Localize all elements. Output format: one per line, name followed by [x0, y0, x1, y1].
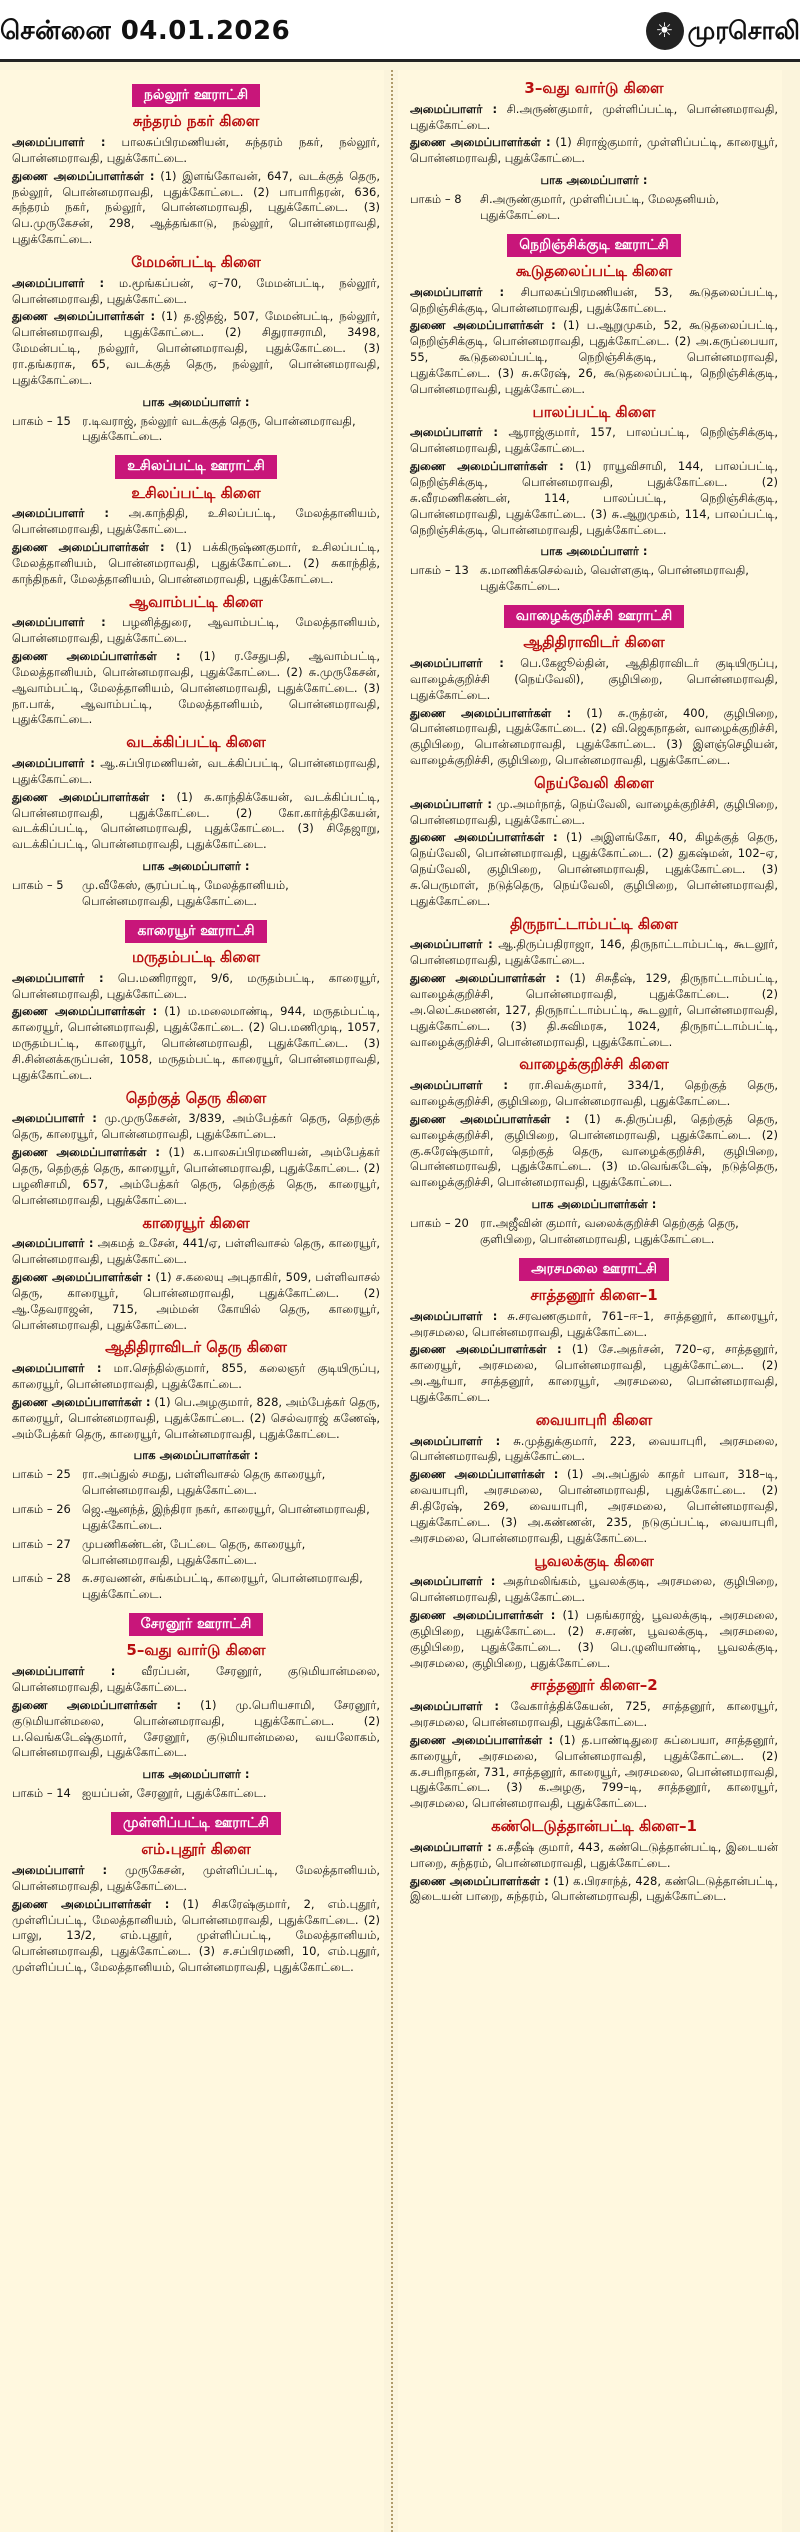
member-entry — [12, 169, 380, 248]
role-label: அமைப்பாளர் : — [410, 1433, 501, 1448]
paper-brand — [646, 12, 800, 50]
member-entry — [12, 506, 380, 538]
member-entry — [410, 285, 778, 317]
member-details: க.சதீஷ் குமார், 443, கண்டெடுத்தான்பட்டி, இடையன் பாறை, சுந்தரம், பொன்னமராவதி, புதுக்கோட்டை. — [410, 1839, 779, 1870]
role-label: அமைப்பாளர் : — [410, 1574, 496, 1589]
booth-details: ர.டிவராஜ், நல்லூர் வடக்குத் தெரு, பொன்னமராவதி, புதுக்கோட்டை. — [82, 413, 356, 444]
member-entry — [12, 1897, 380, 1976]
booth-number: பாகம் – 27 — [12, 1536, 71, 1551]
member-entry — [12, 1111, 380, 1143]
member-entry — [12, 135, 380, 167]
branch-heading: காரையூர் கிளை — [142, 1213, 250, 1232]
role-label: துணை அமைப்பாளர்கள் : — [12, 789, 166, 804]
member-entry — [12, 1664, 380, 1696]
member-entry — [410, 706, 778, 769]
panchayat-heading — [410, 605, 778, 628]
branch-heading: நெய்வேலி கிளை — [534, 774, 654, 793]
member-entry — [410, 318, 778, 397]
column-divider — [391, 70, 393, 2532]
role-label: அமைப்பாளர் : — [410, 425, 498, 440]
member-details: ரா.சிவக்குமார், 334/1, தெற்குத் தெரு, வாழைக்குறிச்சி, குழிபிறை, பொன்னமராவதி, புதுக்கோட்டை. — [410, 1078, 779, 1108]
booth-entry — [12, 1537, 380, 1569]
role-label: அமைப்பாளர் : — [12, 1361, 102, 1376]
member-details: (1) ச.கலையு அபுதாகிர், 509, பள்ளிவாசல் தெரு, காரையூர், பொன்னமராவதி, புதுக்கோட்டை. (2) ஆ.தேவராஜன், 715, அம்மன் கோயில் தெரு, காரையூர், பொன்னமராவதி, புதுக்கோட்டை. — [12, 1269, 380, 1332]
panchayat-heading — [410, 1258, 778, 1281]
role-label: துணை அமைப்பாளர்கள் : — [12, 168, 155, 183]
booth-entry — [12, 1502, 380, 1534]
role-label: அமைப்பாளர் : — [12, 506, 109, 521]
panchayat-title: வாழைக்குறிச்சி ஊராட்சி — [504, 605, 684, 628]
member-entry — [410, 102, 778, 134]
member-details: அ.காந்திதி, உசிலப்பட்டி, மேலத்தானியம், பொன்னமராவதி, புதுக்கோட்டை. — [12, 506, 381, 537]
role-label: அமைப்பாளர் : — [410, 1078, 508, 1093]
branch-heading: வாழைக்குறிச்சி கிளை — [519, 1055, 669, 1074]
role-label: துணை அமைப்பாளர்கள் : — [410, 1342, 562, 1357]
member-entry — [12, 756, 380, 788]
role-label: துணை அமைப்பாளர்கள் : — [410, 705, 572, 720]
role-label: அமைப்பாளர் : — [12, 1236, 94, 1251]
member-entry — [410, 1574, 778, 1606]
panchayat-heading — [12, 84, 380, 107]
role-label: துணை அமைப்பாளர்கள் : — [12, 1145, 160, 1160]
role-label: அமைப்பாளர் : — [12, 1664, 116, 1679]
member-details: பாலசுப்பிரமணியன், சுந்தரம் நகர், நல்லூர், பொன்னமராவதி, புதுக்கோட்டை. — [12, 135, 381, 165]
right-column — [398, 70, 782, 2532]
booth-number: பாகம் – 13 — [410, 563, 469, 578]
member-entry — [410, 425, 778, 457]
panchayat-heading — [12, 920, 380, 943]
role-label: அமைப்பாளர் : — [410, 1699, 499, 1714]
member-entry — [12, 309, 380, 388]
role-label: அமைப்பாளர் : — [12, 135, 106, 149]
role-label: அமைப்பாளர் : — [410, 1839, 492, 1854]
member-details: (1) க.பாலசுப்பிரமணியன், அம்பேத்கர் தெரு, தெற்குத் தெரு, காரையூர், பொன்னமராவதி, புதுக்கோட்டை. (2) பழனிசாமி, 657, அம்பேத்கர் தெரு, தெற்குத் தெரு, காரையூர், பொன்னமராவதி, புதுக்கோட்டை. — [12, 1145, 380, 1207]
member-entry — [410, 1467, 778, 1546]
member-details: ம.மூங்கப்பன், ஏ–70, மேமன்பட்டி, நல்லூர், பொன்னமராவதி, புதுக்கோட்டை. — [12, 275, 381, 306]
booth-details: ஜெ.ஆனந்த், இந்திரா நகர், காரையூர், பொன்னமராவதி, புதுக்கோட்டை. — [82, 1501, 370, 1532]
panchayat-title: முள்ளிப்பட்டி ஊராட்சி — [111, 1812, 281, 1835]
role-label: துணை அமைப்பாளர்கள் : — [410, 459, 564, 474]
booth-details: சு.சரவணன், சங்கம்பட்டி, காரையூர், பொன்னமராவதி, புதுக்கோட்டை. — [82, 1571, 363, 1602]
member-entry — [410, 830, 778, 909]
branch-heading: உசிலப்பட்டி கிளை — [131, 483, 261, 502]
booth-number: பாகம் – 14 — [12, 1786, 71, 1801]
booth-entry — [12, 878, 380, 910]
member-entry — [12, 1698, 380, 1761]
panchayat-title: காரையூர் ஊராட்சி — [125, 920, 266, 943]
member-entry — [410, 1342, 778, 1405]
branch-heading: பாலப்பட்டி கிளை — [532, 402, 656, 421]
branch-heading: ஆதிதிராவிடர் கிளை — [523, 633, 665, 652]
member-entry — [410, 1699, 778, 1731]
article-body — [0, 70, 800, 2532]
member-entry — [12, 276, 380, 308]
role-label: அமைப்பாளர் : — [410, 101, 498, 116]
member-details: பழனித்துரை, ஆவாம்பட்டி, மேலத்தானியம், பொன்னமராவதி, புதுக்கோட்டை. — [12, 615, 381, 646]
member-entry — [12, 1236, 380, 1268]
role-label: துணை அமைப்பாளர்கள் : — [410, 1873, 549, 1888]
member-entry — [12, 1361, 380, 1393]
booth-details: ரா.அஜீவின் குமார், வலைக்குறிச்சி தெற்குத் தெரு, குளிபிறை, பொன்னமராவதி, புதுக்கோட்டை. — [480, 1215, 739, 1246]
panchayat-title: உசிலப்பட்டி ஊராட்சி — [115, 455, 277, 478]
booth-details: ரா.அப்துல் சமது, பள்ளிவாசல் தெரு காரையூர், பொன்னமராவதி, புதுக்கோட்டை. — [82, 1467, 326, 1498]
branch-heading: கூடுதலைப்பட்டி கிளை — [515, 262, 673, 281]
member-details: ஆ.திருப்பதிராஜா, 146, திருநாட்டாம்பட்டி, கூடலூர், பொன்னமராவதி, புதுக்கோட்டை. — [410, 937, 778, 968]
booth-heading: பாக அமைப்பாளர் : — [142, 1767, 250, 1782]
role-label: அமைப்பாளர் : — [410, 796, 492, 811]
branch-heading: வடக்கிப்பட்டி கிளை — [126, 733, 266, 752]
booth-details: ஐயப்பன், சேரனூர், புதுக்கோட்டை. — [82, 1786, 267, 1801]
booth-entry — [410, 563, 778, 595]
member-entry — [410, 1840, 778, 1872]
role-label: துணை அமைப்பாளர்கள் : — [12, 649, 181, 663]
member-details: அதர்மலிங்கம், பூவலக்குடி, அரசமலை, குழிபிறை, பொன்னமராவதி, புதுக்கோட்டை. — [410, 1574, 778, 1605]
masthead — [0, 0, 800, 62]
member-details: (1) த.ஜிதஜ், 507, மேமன்பட்டி, நல்லூர், பொன்னமராவதி, புதுக்கோட்டை. (2) சிதுராசராமி, 3498, மேமன்பட்டி, நல்லூர், பொன்னமராவதி, புதுக்கோட்டை. (3) ரா.தங்கராசு, 65, வடக்குத் தெரு, நல்லூர், பொன்னமராவதி, புதுக்கோட்டை. — [12, 309, 380, 387]
branch-heading: திருநாட்டாம்பட்டி கிளை — [510, 914, 678, 933]
member-entry — [410, 135, 778, 167]
member-details: பெ.மணிராஜா, 9/6, மருதம்பட்டி, காரையூர், பொன்னமராவதி, புதுக்கோட்டை. — [12, 970, 381, 1001]
member-details: (1) க.பிரசாந்த், 428, கண்டெடுத்தான்பட்டி, இடையன் பாறை, சுந்தரம், பொன்னமராவதி, புதுக்கோட்டை. — [410, 1873, 778, 1904]
booth-entry — [12, 1467, 380, 1499]
member-entry — [410, 1309, 778, 1341]
panchayat-title: அரசமலை ஊராட்சி — [519, 1258, 669, 1281]
member-entry — [12, 790, 380, 853]
member-entry — [410, 971, 778, 1050]
branch-heading: ஆதிதிராவிடர் தெரு கிளை — [105, 1338, 287, 1357]
member-entry — [410, 1434, 778, 1466]
branch-heading: சாத்தனூர் கிளை–2 — [530, 1676, 658, 1695]
member-details: முருகேசன், முள்ளிப்பட்டி, மேலத்தானியம், பொன்னமராவதி, புதுக்கோட்டை. — [12, 1863, 381, 1893]
member-details: (1) இளங்கோவன், 647, வடக்குத் தெரு, நல்லூர், பொன்னமராவதி, புதுக்கோட்டை. (2) பாபாரிதரன், 636, சுந்தரம் நகர், நல்லூர், பொன்னமராவதி, புதுக்கோட்டை. (3) பெ.முருகேசன், 298, ஆத்தங்காடு, நல்லூர், பொன்னமராவதி, புதுக்கோட்டை. — [12, 168, 380, 247]
member-details: (1) சு.காந்திக்கேயன், வடக்கிப்பட்டி, பொன்னமராவதி, புதுக்கோட்டை. (2) கோ.கார்த்திகேயன், வடக்கிப்பட்டி, பொன்னமராவதி, புதுக்கோட்டை. (3) சிதேஜாறு, வடக்கிப்பட்டி, பொன்னமராவதி, புதுக்கோட்டை. — [12, 789, 381, 852]
member-details: (1) ர.சேதுபதி, ஆவாம்பட்டி, மேலத்தானியம், பொன்னமராவதி, புதுக்கோட்டை. (2) சு.முருகேசன், ஆவாம்பட்டி, மேலத்தானியம், பொன்னமராவதி, புதுக்கோட்டை. (3) நா.பாக், ஆவாம்பட்டி, மேலத்தானியம், பொன்னமராவதி, புதுக்கோட்டை. — [12, 649, 381, 727]
panchayat-title: நெறிஞ்சிக்குடி ஊராட்சி — [507, 234, 681, 257]
panchayat-title: சேரனூர் ஊராட்சி — [129, 1613, 264, 1636]
branch-heading: பூவலக்குடி கிளை — [534, 1551, 654, 1570]
role-label: துணை அமைப்பாளர்கள் : — [410, 830, 558, 845]
booth-heading: பாக அமைப்பாளர் : — [142, 394, 250, 409]
member-details: (1) ராயூவிசாமி, 144, பாலப்பட்டி, நெறிஞ்சிக்குடி, பொன்னமராவதி, புதுக்கோட்டை. (2) சு.வீரமணிகண்டன், 114, பாலப்பட்டி, நெறிஞ்சிக்குடி, பொன்னமராவதி, புதுக்கோட்டை. (3) சு.ஆறுமுகம், 114, பாலப்பட்டி, நெறிஞ்சிக்குடி, பொன்னமராவதி, புதுக்கோட்டை. — [410, 459, 778, 537]
member-entry — [12, 1270, 380, 1333]
branch-heading: ஆவாம்பட்டி கிளை — [129, 592, 263, 611]
role-label: அமைப்பாளர் : — [12, 755, 95, 770]
member-entry — [12, 540, 380, 588]
edition-date: சென்னை 04.01.2026 — [0, 16, 291, 46]
member-details: மு.அமர்நாத், நெய்வேலி, வாழைக்குறிச்சி, குழிபிறை, பொன்னமராவதி, புதுக்கோட்டை. — [410, 796, 779, 827]
role-label: அமைப்பாளர் : — [12, 970, 104, 985]
role-label: துணை அமைப்பாளர்கள் : — [12, 1896, 170, 1911]
role-label: துணை அமைப்பாளர்கள் : — [410, 1111, 570, 1126]
member-details: (1) அ.அப்துல் காதர் பாவா, 318–டி, வையாபுரி, அரசமலை, பொன்னமராவதி, புதுக்கோட்டை. (2) சி.திரேஷ், 269, வையாபுரி, அரசமலை, பொன்னமராவதி, புதுக்கோட்டை. (3) அ.கண்ணன், 235, நடுகுப்பட்டி, வையாபுரி, அரசமலை, பொன்னமராவதி, புதுக்கோட்டை. — [410, 1467, 779, 1545]
member-entry — [410, 1112, 778, 1191]
booth-entry — [410, 1216, 778, 1248]
member-details: வேகார்த்திக்கேயன், 725, சாத்தனூர், காரையூர், அரசமலை, பொன்னமராவதி, புதுக்கோட்டை. — [410, 1699, 778, 1729]
branch-heading: வையாபுரி கிளை — [535, 1410, 653, 1429]
branch-heading: மேமன்பட்டி கிளை — [131, 253, 261, 272]
booth-entry — [12, 1786, 380, 1802]
member-details: (1) சிராஜ்குமார், முள்ளிப்பட்டி, காரையூர், பொன்னமராவதி, புதுக்கோட்டை. — [410, 135, 778, 166]
branch-heading: 3–வது வார்டு கிளை — [524, 79, 664, 97]
booth-number: பாகம் – 25 — [12, 1467, 71, 1482]
branch-heading: சாத்தனூர் கிளை–1 — [530, 1286, 658, 1305]
member-details: (1) பெ.அழகுமார், 828, அம்பேத்கர் தெரு, காரையூர், பொன்னமராவதி, புதுக்கோட்டை. (2) செல்வராஜ் கணேஷ், அம்பேத்கர் தெரு, காரையூர், பொன்னமராவதி, புதுக்கோட்டை. — [12, 1394, 380, 1441]
booth-number: பாகம் – 20 — [410, 1215, 469, 1230]
booth-number: பாகம் – 8 — [410, 191, 462, 206]
member-details: சு.சரவணகுமார், 761–ஈ–1, சாத்தனூர், காரையூர், அரசமலை, பொன்னமராவதி, புதுக்கோட்டை. — [410, 1308, 778, 1339]
role-label: துணை அமைப்பாளர்கள் : — [12, 1697, 182, 1712]
role-label: துணை அமைப்பாளர்கள் : — [410, 318, 556, 333]
member-entry — [12, 1004, 380, 1083]
role-label: துணை அமைப்பாளர்கள் : — [410, 971, 560, 986]
member-entry — [12, 971, 380, 1003]
member-entry — [410, 937, 778, 969]
member-entry — [410, 1874, 778, 1906]
booth-heading: பாக அமைப்பாளர்கள் : — [531, 1197, 657, 1212]
role-label: அமைப்பாளர் : — [12, 275, 105, 290]
member-entry — [12, 1395, 380, 1443]
member-details: (1) த.பாண்டிதுரை சுப்பையா, சாத்தனூர், காரையூர், அரசமலை, பொன்னமராவதி, புதுக்கோட்டை. (2) க.சபரிநாதன், 731, சாத்தனூர், காரையூர், அரசமலை, பொன்னமராவதி, புதுக்கோட்டை. (3) க.அழகு, 799–டி, சாத்தனூர், காரையூர், அரசமலை, பொன்னமராவதி, புதுக்கோட்டை. — [410, 1732, 778, 1811]
role-label: அமைப்பாளர் : — [410, 937, 493, 952]
member-entry — [410, 656, 778, 704]
member-details: மா.செந்தில்குமார், 855, கலைஞர் குடியிருப்பு, காரையூர், பொன்னமராவதி, புதுக்கோட்டை. — [12, 1361, 381, 1391]
member-entry — [410, 1078, 778, 1110]
booth-entry — [410, 192, 778, 224]
role-label: அமைப்பாளர் : — [12, 1111, 97, 1126]
member-details: (1) அஇளங்கோ, 40, கிழக்குத் தெரு, நெய்வேலி, பொன்னமராவதி, புதுக்கோட்டை. (2) துகஷ்மன், 102–ஏ, நெய்வேலி, குழிபிறை, பொன்னமராவதி, புதுக்கோட்டை. (3) சு.பெருமாள், நடுத்தெரு, நெய்வேலி, குழிபிறை, பொன்னமராவதி, புதுக்கோட்டை. — [410, 830, 778, 908]
role-label: அமைப்பாளர் : — [410, 1308, 498, 1323]
role-label: அமைப்பாளர் : — [410, 656, 504, 670]
branch-heading: தெற்குத் தெரு கிளை — [125, 1088, 267, 1107]
member-entry — [12, 649, 380, 728]
role-label: துணை அமைப்பாளர்கள் : — [12, 1394, 151, 1409]
booth-details: க.மாணிக்கசெல்வம், வெள்ளகுடி, பொன்னமராவதி, புதுக்கோட்டை. — [480, 563, 749, 594]
left-column — [0, 70, 384, 2532]
booth-heading: பாக அமைப்பாளர் : — [142, 859, 250, 874]
member-details: சு.முத்துக்குமார், 223, வையாபுரி, அரசமலை, பொன்னமராவதி, புதுக்கோட்டை. — [410, 1433, 778, 1464]
member-details: மு.முருகேசன், 3/839, அம்பேத்கர் தெரு, தெற்குத் தெரு, காரையூர், பொன்னமராவதி, புதுக்கோட்டை. — [12, 1111, 380, 1142]
member-details: சி.அருண்குமார், முள்ளிப்பட்டி, பொன்னமராவதி, புதுக்கோட்டை. — [410, 101, 779, 132]
paper-name: முரசொலி — [687, 15, 800, 45]
member-details: (1) பதங்கராஜ், பூவலக்குடி, அரசமலை, குழிபிறை, புதுக்கோட்டை. (2) ச.சரண், பூவலக்குடி, அரசமலை, குழிபிறை, புதுக்கோட்டை. (3) பெ.ழுனியாண்டி, பூவலக்குடி, அரசமலை, குழிபிறை, புதுக்கோட்டை. — [410, 1607, 778, 1670]
member-entry — [410, 459, 778, 538]
booth-entry — [12, 414, 380, 446]
panchayat-title: நல்லூர் ஊராட்சி — [132, 84, 260, 107]
member-details: பெ.கேஜூல்தின், ஆதிதிராவிடர் குடியிருப்பு, வாழைக்குறிச்சி (நெய்வேலி), குழிபிறை, பொன்னமராவதி, புதுக்கோட்டை. — [410, 656, 779, 702]
member-details: அகமத் உசேன், 441/ஏ, பள்ளிவாசல் தெரு, காரையூர், பொன்னமராவதி, புதுக்கோட்டை. — [12, 1236, 380, 1267]
role-label: துணை அமைப்பாளர்கள் : — [410, 1467, 559, 1482]
member-entry — [410, 1608, 778, 1671]
panchayat-heading — [12, 1812, 380, 1835]
member-details: ஆராஜ்குமார், 157, பாலப்பட்டி, நெறிஞ்சிக்குடி, பொன்னமராவதி, புதுக்கோட்டை. — [410, 425, 779, 456]
rising-sun-logo-icon: ☀ — [646, 12, 684, 50]
member-details: (1) பக்கிருஷ்ணகுமார், உசிலப்பட்டி, மேலத்தானியம், பொன்னமராவதி, புதுக்கோட்டை. (2) சுகாந்தித், காந்திநகர், மேலத்தானியம், பொன்னமராவதி, புதுக்கோட்டை. — [12, 540, 380, 586]
booth-details: முபணிகண்டன், பேட்டை தெரு, காரையூர், பொன்னமராவதி, புதுக்கோட்டை. — [82, 1536, 306, 1567]
member-details: (1) சு.ருத்ரன், 400, குழிபிறை, பொன்னமராவதி, புதுக்கோட்டை. (2) வி.ஜெகநாதன், வாழைக்குறிச்சி, குழிபிறை, பொன்னமராவதி, புதுக்கோட்டை. (3) இளஞ்செழியன், வாழைக்குறிச்சி, குழிபிறை, பொன்னமராவதி, புதுக்கோட்டை. — [410, 705, 779, 768]
member-entry — [410, 1733, 778, 1812]
role-label: துணை அமைப்பாளர்கள் : — [410, 1732, 554, 1747]
member-details: (1) சிசுதீஷ், 129, திருநாட்டாம்பட்டி, வாழைக்குறிச்சி, பொன்னமராவதி, புதுக்கோட்டை. (2) அ.லெட்சுமணன், 127, திருநாட்டாம்பட்டி, கூடலூர், பொன்னமராவதி, புதுக்கோட்டை. (3) தி.சுவிமரசு, 1024, திருநாட்டாம்பட்டி, வாழைக்குறிச்சி, பொன்னமராவதி, புதுக்கோட்டை. — [410, 971, 778, 1049]
member-details: ஆ.சுப்பிரமணியன், வடக்கிப்பட்டி, பொன்னமராவதி, புதுக்கோட்டை. — [12, 755, 381, 786]
booth-number: பாகம் – 28 — [12, 1571, 71, 1586]
booth-heading: பாக அமைப்பாளர்கள் : — [133, 1448, 259, 1463]
member-entry — [12, 1863, 380, 1895]
branch-heading: சுந்தரம் நகர் கிளை — [132, 112, 260, 131]
booth-number: பாகம் – 5 — [12, 878, 64, 892]
branch-heading: எம்.புதூர் கிளை — [141, 1840, 251, 1859]
booth-details: மு.வீகேஸ், சூரப்பட்டி, மேலத்தானியம், பொன்னமராவதி, புதுக்கோட்டை. — [82, 878, 289, 908]
role-label: அமைப்பாளர் : — [410, 284, 505, 299]
member-details: (1) சே.அதர்சன், 720–ஏ, சாத்தனூர், காரையூர், அரசமலை, பொன்னமராவதி, புதுக்கோட்டை. (2) அ.ஆர்யா, சாத்தனூர், காரையூர், அரசமலை, பொன்னமராவதி, புதுக்கோட்டை. — [410, 1342, 778, 1404]
member-entry — [12, 1145, 380, 1208]
member-entry — [410, 797, 778, 829]
member-details: சிபாலசுப்பிரமணியன், 53, கூடுதலைப்பட்டி, நெறிஞ்சிக்குடி, பொன்னமராவதி, புதுக்கோட்டை. — [410, 284, 779, 315]
role-label: துணை அமைப்பாளர்கள் : — [410, 135, 551, 150]
panchayat-heading — [12, 455, 380, 478]
panchayat-heading — [410, 234, 778, 257]
member-details: (1) ப.ஆறுமுகம், 52, கூடுதலைப்பட்டி, நெறிஞ்சிக்குடி, பொன்னமராவதி, புதுக்கோட்டை. (2) அ.கருப்பையா, 55, கூடுதலைப்பட்டி, நெறிஞ்சிக்குடி, பொன்னமராவதி, புதுக்கோட்டை. (3) சு.சுரேஷ், 26, கூடுதலைப்பட்டி, நெறிஞ்சிக்குடி, பொன்னமராவதி, புதுக்கோட்டை. — [410, 318, 779, 396]
role-label: துணை அமைப்பாளர்கள் : — [12, 540, 165, 555]
member-details: (1) மு.பெரியசாமி, சேரனூர், குடுமியான்மலை, பொன்னமராவதி, புதுக்கோட்டை. (2) ப.வெங்கடேஷ்குமார், சேரனூர், குடுமியான்மலை, வயலோகம், பொன்னமராவதி, புதுக்கோட்டை. — [12, 1697, 380, 1760]
booth-heading: பாக அமைப்பாளர் : — [540, 173, 648, 188]
role-label: அமைப்பாளர் : — [12, 615, 106, 630]
member-details: வீரப்பன், சேரனூர், குடுமியான்மலை, பொன்னமராவதி, புதுக்கோட்டை. — [12, 1664, 381, 1694]
booth-number: பாகம் – 15 — [12, 413, 71, 428]
booth-details: சி.அருண்குமார், முள்ளிப்பட்டி, மேலதனியம், புதுக்கோட்டை. — [480, 191, 720, 222]
member-details: (1) சு.திருப்பதி, தெற்குத் தெரு, வாழைக்குறிச்சி, குழிபிறை, பொன்னமராவதி, புதுக்கோட்டை. (2) கு.சுரேஷ்குமார், தெற்குத் தெரு, வாழைக்குறிச்சி, குழிபிறை, பொன்னமராவதி, புதுக்கோட்டை. (3) ம.வெங்கடேஷ், நடுத்தெரு, வாழைக்குறிச்சி, பொன்னமராவதி, புதுக்கோட்டை. — [410, 1111, 778, 1190]
member-entry — [12, 615, 380, 647]
booth-entry — [12, 1571, 380, 1603]
booth-number: பாகம் – 26 — [12, 1501, 71, 1516]
booth-heading: பாக அமைப்பாளர் : — [540, 544, 648, 559]
member-details: (1) சிகரேஷ்குமார், 2, எம்.புதூர், முள்ளிப்பட்டி, மேலத்தானியம், பொன்னமராவதி, புதுக்கோட்டை. (2) பாலு, 13/2, எம்.புதூர், முள்ளிப்பட்டி, மேலத்தானியம், பொன்னமராவதி, புதுக்கோட்டை. (3) ச.சப்பிரமணி, 10, எம்.புதூர், முள்ளிப்பட்டி, மேலத்தானியம், பொன்னமராவதி, புதுக்கோட்டை. — [12, 1896, 380, 1975]
role-label: துணை அமைப்பாளர்கள் : — [410, 1607, 556, 1622]
role-label: துணை அமைப்பாளர்கள் : — [12, 1004, 158, 1019]
branch-heading: 5–வது வார்டு கிளை — [126, 1641, 266, 1660]
branch-heading: மருதம்பட்டி கிளை — [131, 948, 261, 967]
role-label: அமைப்பாளர் : — [12, 1863, 108, 1878]
member-details: (1) ம.மலைமாண்டி, 944, மருதம்பட்டி, காரையூர், பொன்னமராவதி, புதுக்கோட்டை. (2) பெ.மணிமுடி, 1057, மருதம்பட்டி, காரையூர், பொன்னமராவதி, புதுக்கோட்டை. (3) சி.சின்னக்கருப்பன், 1058, மருதம்பட்டி, காரையூர், பொன்னமராவதி, புதுக்கோட்டை. — [12, 1004, 380, 1082]
panchayat-heading — [12, 1613, 380, 1636]
role-label: துணை அமைப்பாளர்கள் : — [12, 309, 156, 324]
role-label: துணை அமைப்பாளர்கள் : — [12, 1269, 152, 1284]
branch-heading: கண்டெடுத்தான்பட்டி கிளை–1 — [491, 1817, 697, 1836]
